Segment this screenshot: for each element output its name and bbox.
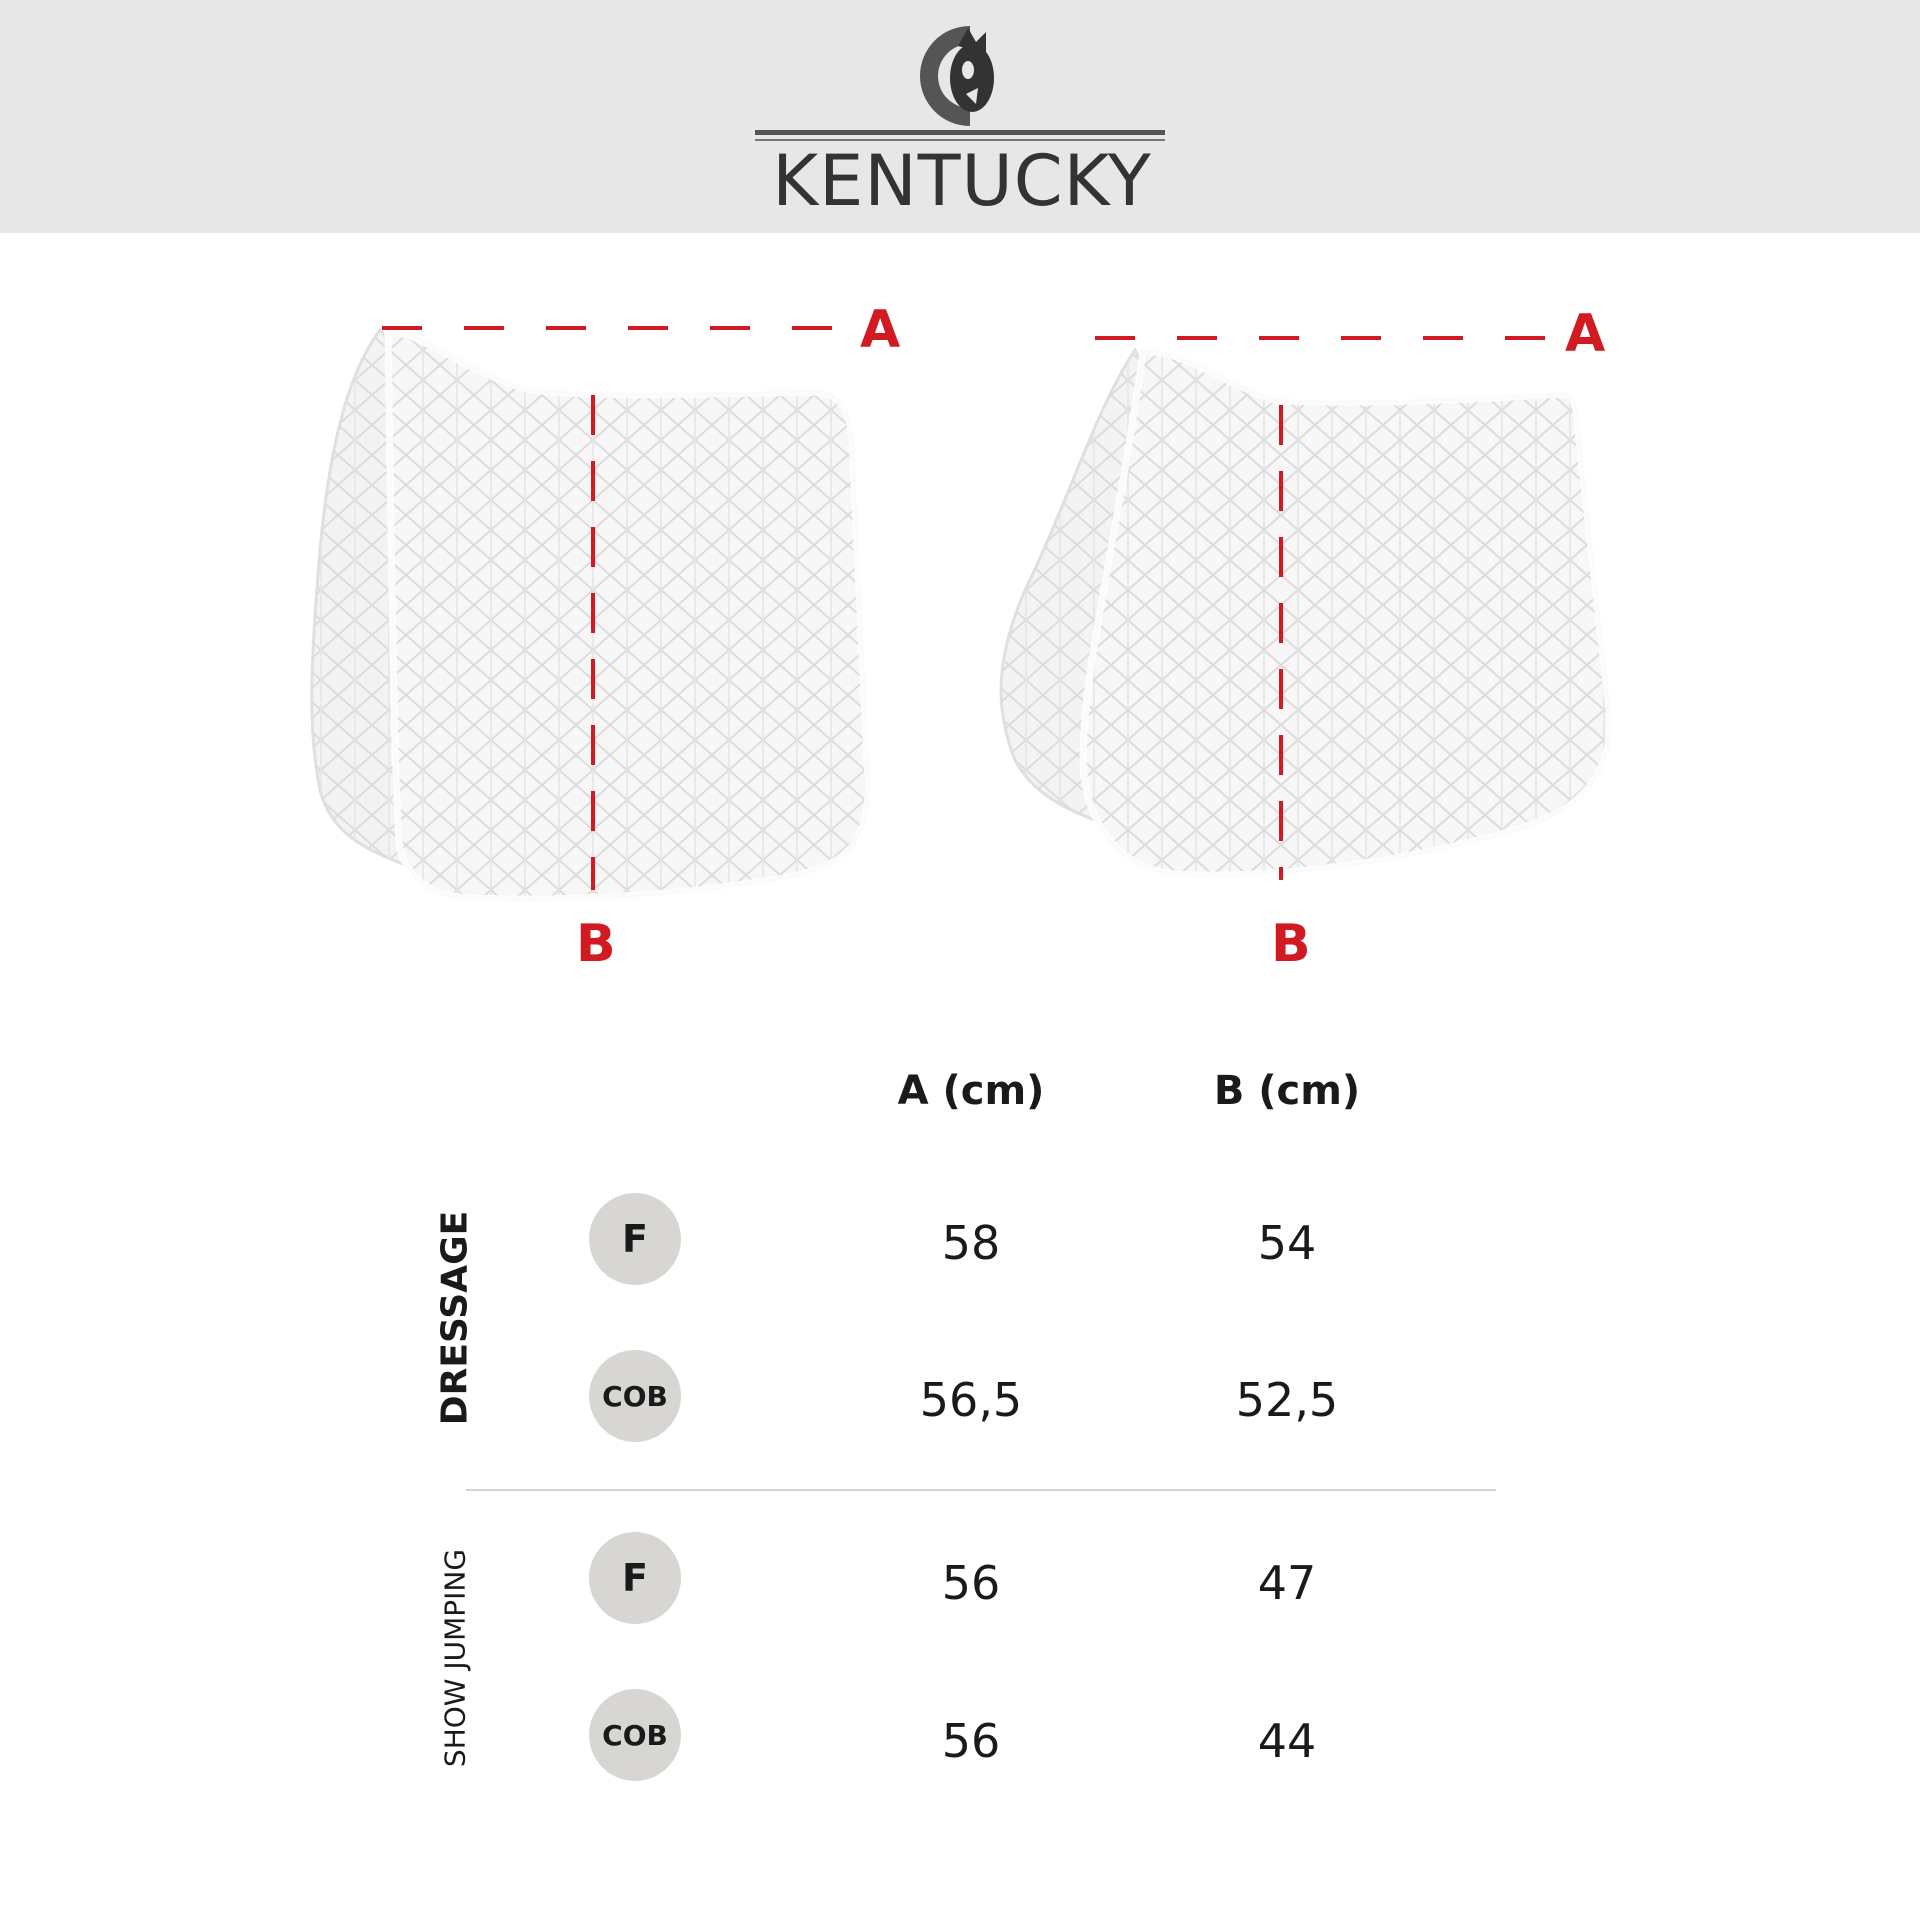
table-cell-b: 44 (1257, 1714, 1317, 1768)
kentucky-logo (740, 8, 1180, 222)
size-badge-cob: COB (589, 1350, 681, 1442)
header-bar (0, 0, 1920, 233)
group-divider (466, 1489, 1496, 1491)
category-dressage: DRESSAGE (434, 1210, 476, 1426)
size-badge-f: F (589, 1193, 681, 1285)
brand-wordmark: KENTUCKY (772, 140, 1152, 222)
label-a: A (860, 300, 901, 360)
table-cell-b: 54 (1257, 1216, 1317, 1270)
dressage-pad-diagram (270, 290, 1070, 990)
table-cell-a: 56 (941, 1556, 1001, 1610)
category-show-jumping: SHOW JUMPING (438, 1548, 472, 1768)
column-header-b: B (cm) (1213, 1068, 1361, 1114)
table-cell-a: 56 (941, 1714, 1001, 1768)
label-a: A (1565, 304, 1606, 364)
label-b: B (576, 914, 616, 974)
size-badge-cob: COB (589, 1689, 681, 1781)
table-cell-a: 58 (941, 1216, 1001, 1270)
label-b: B (1271, 914, 1311, 974)
table-cell-a: 56,5 (919, 1373, 1023, 1427)
show-jumping-pad-diagram (975, 290, 1775, 990)
size-badge-f: F (589, 1532, 681, 1624)
column-header-a: A (cm) (897, 1068, 1045, 1114)
table-cell-b: 47 (1257, 1556, 1317, 1610)
table-cell-b: 52,5 (1235, 1373, 1339, 1427)
